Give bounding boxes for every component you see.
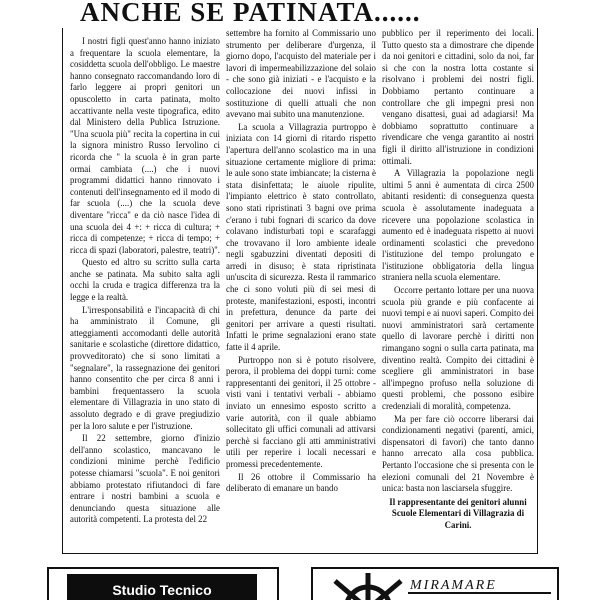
- paragraph: Questo ed altro su scritto sulla carta anche se patinata. Ma subito salta agli occhi la cruda e tragica differenza tra la legge e la realtà.: [70, 257, 220, 303]
- paragraph: L'irresponsabilità e l'incapacità di chi ha amministrato il Comune, gli atteggiamenti accomodanti delle autorità sanitarie e scolastiche (direttore didattico, provveditorato) che si sono limitati a "segnalare", la rassegnazione dei genitori hanno consentito che per circa 8 anni i bambini frequentassero la scuola elementare di Villagrazia in uno stato di assoluto degrado e di grave pregiudizio per la loro salute e per l'istruzione.: [70, 304, 220, 431]
- article-column-2: [226, 28, 376, 544]
- paragraph: Il 22 settembre, giorno d'inizio dell'anno scolastico, mancavano le condizioni minime perchè l'edificio potesse chiamarsi "scuola". E noi genitori abbiamo protestato rifiutandoci di fare entrare i nostri bambini a scuola e denunciando questa situazione alle autorità competenti. La protesta del 22: [70, 433, 220, 525]
- paragraph: Il 26 ottobre il Commissario ha deliberato di emanare un bando: [226, 471, 376, 494]
- paragraph: settembre ha fornito al Commissario uno strumento per deliberare d'urgenza, il giorno dopo, l'acquisto del materiale per i lavori di impermeabilizzazione del solaio - che sono già iniziati - e l'acquisto e la collocazione dei nuovi infissi in sostituzione di quelli attuali che non avevano mai subito una manutenzione.: [226, 28, 376, 120]
- article-column-1: [70, 36, 220, 544]
- advertisement-label: Studio Tecnico: [67, 574, 257, 600]
- paragraph: La scuola a Villagrazia purtroppo è iniziata con 14 giorni di ritardo rispetto l'apertura dell'anno scolastico ma in una situazione certamente migliore di prima: le aule sono state imbiancate; la cisterna è stata disinfettata; le aiuole ripulite, l'impianto elettrico è stato controllato, sono stati ripristinati 3 bagni ove prima c'erano i tubi fognari di scarico da dove colavano indisturbati topi e scarafaggi che trovavano il loro ambiente ideale negli sgabuzzini diventati depositi di arredi in disuso; è stata ripristinata un'uscita di sicurezza. Resta il rammarico che ci sono voluti più di sei mesi di proteste, manifestazioni, esposti, incontri in prefettura, denunce da parte dei genitori per arrivare a questi risultati. Infatti le prime segnalazioni erano state fatte il 4 aprile.: [226, 121, 376, 353]
- article-title: ANCHE SE PATINATA......: [80, 0, 421, 27]
- paragraph: Ma per fare ciò occorre liberarsi dai condizionamenti negativi (parenti, amici, dispensatori di favori) che tanto danno hanno arrecato alla cosa pubblica. Pertanto l'occasione che si presenta con le elezioni comunali del 21 Novembre è unica: basta non lasciarsela sfuggire.: [382, 413, 534, 494]
- advertisement-studio-tecnico: [47, 567, 279, 600]
- paragraph: I nostri figli quest'anno hanno iniziato a frequentare la scuola elementare, la cosiddetta scuola dell'obbligo. Le maestre hanno consegnato raccomandando loro di farlo leggere ai propri genitori un opuscoletto in carta patinata, molto accattivante nella veste tipografica, edito dal Ministero della Publica Istruzione. "Una scuola più" recita la copertina in cui la signora ministro Russo Iervolino ci ricorda che " la scuola è in gran parte ormai cambiata (....) che i nuovi programmi didattici hanno rinnovato i contenuti dell'insegnamento ed il modo di far scuola (....) che la scuola deve diventare "ricca" e da ciò nasce l'idea di una scuola dei 4 +: + ricca di cultura; + ricca di competenze; + ricca di tempo; + ricca di spazi (laboratori, palestre, teatri)".: [70, 36, 220, 255]
- paragraph: Occorre pertanto lottare per una nuova scuola più grande e più confacente ai nuovi tempi e ai nuovi saperi. Compito dei nuovi amministratori sarà certamente quello di lavorare perchè i diritti non rimangano sogni o sulla carta patinata, ma diventino realtà. Compito dei cittadini è scegliere gli amministratori in base all'impegno profuso nella soluzione di questi problemi, che possono esibire credenziali di moralità, competenza.: [382, 285, 534, 411]
- advertisement-label: MIRAMARE: [410, 578, 497, 593]
- paragraph: pubblico per il reperimento dei locali. Tutto questo sta a dimostrare che dipende da noi genitori e cittadini, solo da noi, far sì che con la nostra lotta costante si risolvano i problemi dei nostri figli. Dobbiamo pertanto continuare a controllare che gli impegni presi non vengano disattesi, guai ad adagiarsi! Ma dobbiamo soprattutto continuare a rivendicare che venga garantito ai nostri figli il diritto all'istruzione in condizioni ottimali.: [382, 28, 534, 166]
- article-signature: Il rappresentante dei genitori alunni Scuole Elementari di Villagrazia di Carini.: [389, 496, 527, 530]
- advertisement-miramare: [311, 567, 559, 600]
- article-column-3: [382, 28, 534, 544]
- paragraph: A Villagrazia la popolazione negli ultimi 5 anni è aumentata di circa 2500 abitanti residenti: di conseguenza questa scuola è assolutamente inadeguata a ricevere una popolazione scolastica in aumento ed è inadeguata rispetto ai nuovi ordinamenti scolastici che prevedono l'istituzione del tempo prolungato e l'istituzione obbligatoria della lingua straniera nella scuola elementare.: [382, 168, 534, 283]
- paragraph: Purtroppo non si è potuto risolvere, perora, il problema dei doppi turni: come rappresentanti dei genitori, il 25 ottobre - visti vani i tentativi verbali - abbiamo inviato un ennesimo esposto scritto a varie autorità, con il quale abbiamo sollecitato gli uffici comunali ad attivarsi perchè si facciano gli atti amministrativi utili per reperire i locali necessari e promessi precedentemente.: [226, 354, 376, 469]
